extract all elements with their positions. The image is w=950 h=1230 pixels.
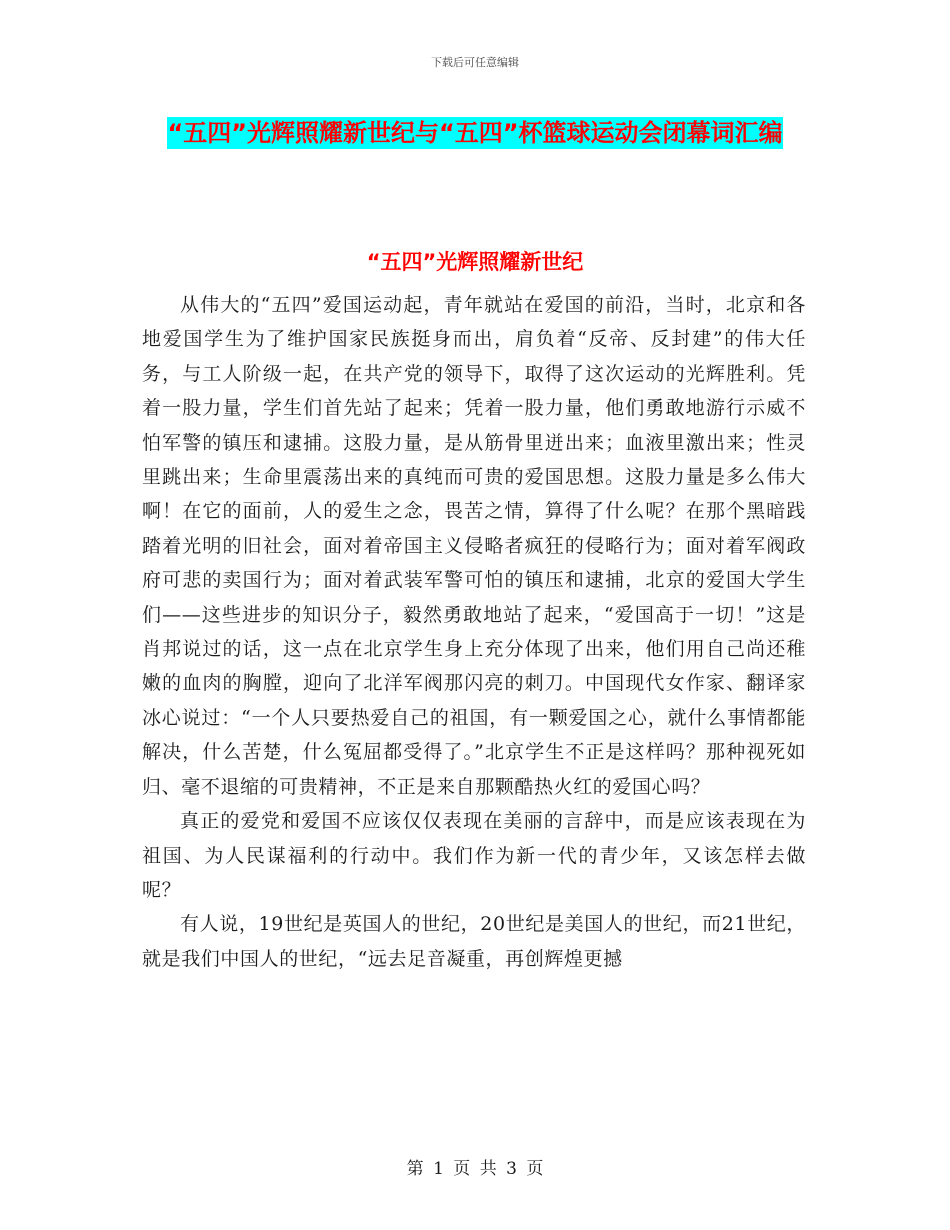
paragraph: 真正的爱党和爱国不应该仅仅表现在美丽的言辞中，而是应该表现在为祖国、为人民谋福利的行动中。我们作为新一代的青少年，又该怎样去做呢？ [142, 810, 806, 901]
document-title [140, 112, 810, 154]
paragraph: 有人说，19世纪是英国人的世纪，20世纪是美国人的世纪，而21世纪，就是我们中国人的世纪，“远去足音凝重，再创辉煌更撼 [142, 913, 806, 970]
paragraph: 从伟大的“五四”爱国运动起，青年就站在爱国的前沿，当时，北京和各地爱国学生为了维护国家民族挺身而出，肩负着“反帝、反封建”的伟大任务，与工人阶级一起，在共产党的领导下，取得了这次运动的光辉胜利。凭着一股力量，学生们首先站了起来；凭着一股力量，他们勇敢地游行示威不怕军警的镇压和逮捕。这股力量，是从筋骨里迸出来；血液里激出来；性灵里跳出来；生命里震荡出来的真纯而可贵的爱国思想。这股力量是多么伟大啊！在它的面前，人的爱生之念，畏苦之情，算得了什么呢？在那个黑暗践踏着光明的旧社会，面对着帝国主义侵略者疯狂的侵略行为；面对着军阀政府可悲的卖国行为；面对着武装军警可怕的镇压和逮捕，北京的爱国大学生们——这些进步的知识分子，毅然勇敢地站了起来，“爱国高于一切！”这是肖邦说过的话，这一点在北京学生身上充分体现了出来，他们用自己尚还稚嫩的血肉的胸膛，迎向了北洋军阀那闪亮的刺刀。中国现代女作家、翻译家冰心说过：“一个人只要热爱自己的祖国，有一颗爱国之心，就什么事情都能解决，什么苦楚，什么冤屈都受得了。”北京学生不正是这样吗？那种视死如归、毫不退缩的可贵精神，不正是来自那颗酷热火红的爱国心吗？ [142, 294, 806, 798]
page-header-note: 下载后可任意编辑 [431, 56, 519, 69]
page-number-footer: 第 1 页 共 3 页 [406, 1159, 544, 1179]
document-title-text: “五四”光辉照耀新世纪与“五四”杯篮球运动会闭幕词汇编 [167, 119, 783, 147]
section-title: “五四”光辉照耀新世纪 [366, 250, 584, 274]
document-body [142, 288, 806, 976]
